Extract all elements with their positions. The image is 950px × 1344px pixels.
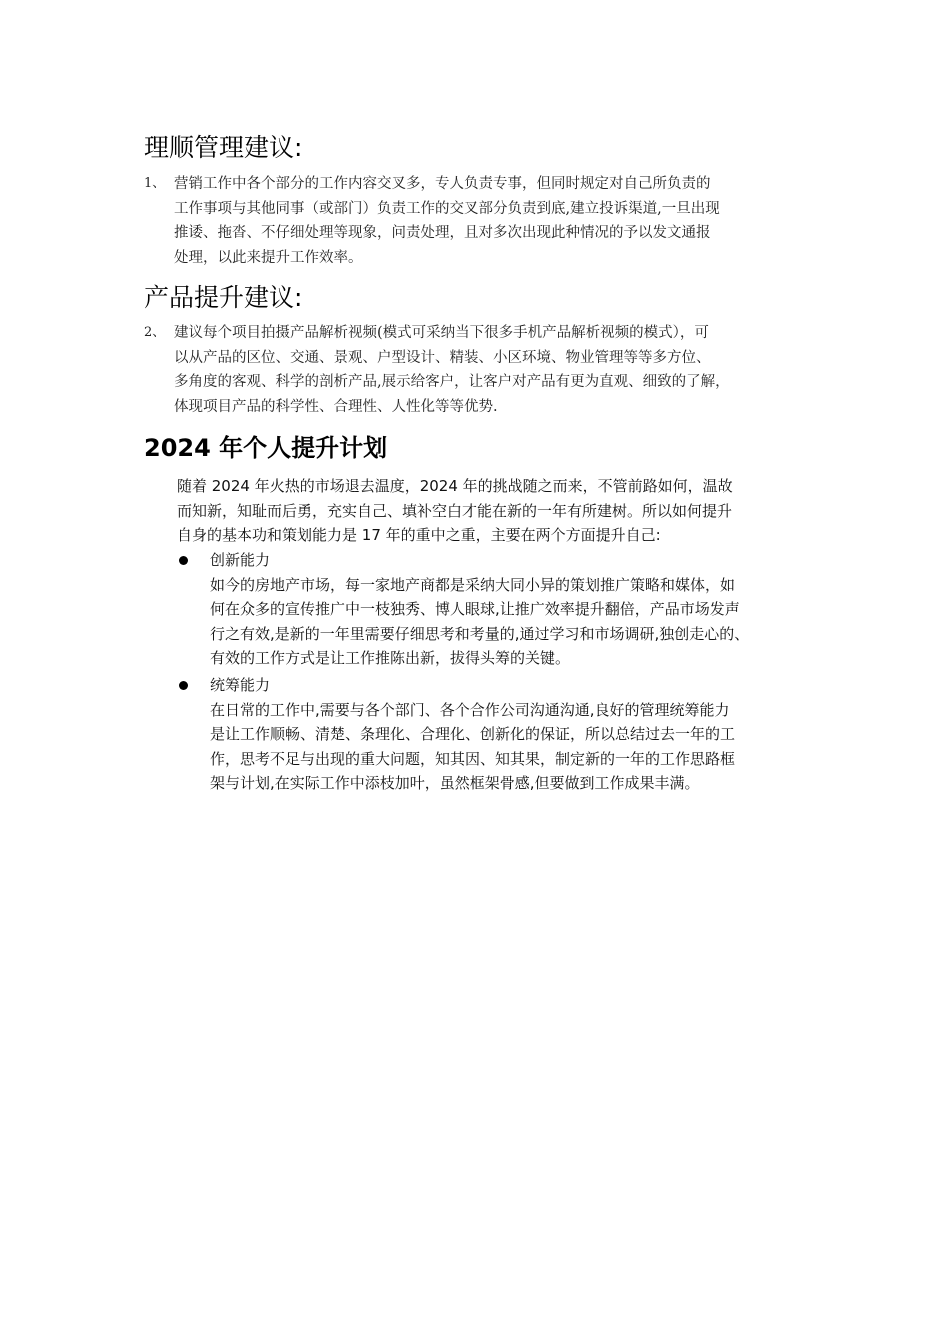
text-line: 处理，以此来提升工作效率。 — [174, 249, 363, 266]
text-line: 自身的基本功和策划能力是 17 年的重中之重，主要在两个方面提升自己: — [177, 526, 661, 544]
text-line: 随着 2024 年火热的市场退去温度，2024 年的挑战随之而来，不管前路如何，温故 — [177, 477, 733, 495]
bullet-coordination — [177, 673, 827, 796]
bullet-dot-icon — [179, 556, 188, 565]
bullet-dot-icon — [179, 681, 188, 690]
text-line: 行之有效,是新的一年里需要仔细思考和考量的,通过学习和市场调研,独创走心的、 — [210, 624, 750, 643]
text-line: 架与计划,在实际工作中添枝加叶，虽然框架骨感,但要做到工作成果丰满。 — [210, 774, 700, 792]
bullet-title: 统筹能力 — [210, 676, 271, 694]
item-number: 2、 — [144, 325, 166, 340]
bullet-title: 创新能力 — [210, 551, 271, 569]
intro-paragraph — [177, 474, 827, 548]
heading-product: 产品提升建议: — [144, 283, 303, 312]
text-line: 多角度的客观、科学的剖析产品,展示给客户，让客户对产品有更为直观、细致的了解， — [174, 374, 730, 390]
numbered-item-2 — [144, 321, 824, 419]
text-line: 何在众多的宣传推广中一枝独秀、博人眼球,让推广效率提升翻倍，产品市场发声 — [210, 600, 740, 618]
text-line: 营销工作中各个部分的工作内容交叉多，专人负责专事，但同时规定对自己所负责的 — [174, 176, 711, 192]
text-line: 有效的工作方式是让工作推陈出新，拔得头筹的关键。 — [210, 649, 571, 667]
bullet-innovation — [177, 548, 827, 671]
text-line: 建议每个项目拍摄产品解析视频(模式可采纳当下很多手机产品解析视频的模式），可 — [174, 325, 709, 341]
heading-management: 理顺管理建议: — [144, 133, 303, 162]
numbered-item-1 — [144, 172, 824, 270]
text-line: 推诿、拖沓、不仔细处理等现象，问责处理，且对多次出现此种情况的予以发文通报 — [174, 225, 711, 241]
text-line: 作，思考不足与出现的重大问题，知其因、知其果，制定新的一年的工作思路框 — [210, 749, 736, 768]
text-line: 是让工作顺畅、清楚、条理化、合理化、创新化的保证，所以总结过去一年的工 — [210, 725, 736, 743]
item-number: 1、 — [144, 176, 166, 191]
text-line: 如今的房地产市场，每一家地产商都是采纳大同小异的策划推广策略和媒体，如 — [210, 575, 736, 594]
text-line: 而知新，知耻而后勇，充实自己、填补空白才能在新的一年有所建树。所以如何提升 — [177, 501, 733, 520]
text-line: 体现项目产品的科学性、合理性、人性化等等优势. — [174, 398, 498, 415]
heading-plan: 2024 年个人提升计划 — [144, 434, 388, 462]
text-line: 在日常的工作中,需要与各个部门、各个合作公司沟通沟通,良好的管理统筹能力 — [210, 700, 730, 719]
text-line: 工作事项与其他同事（或部门）负责工作的交叉部分负责到底,建立投诉渠道,一旦出现 — [174, 200, 720, 217]
text-line: 以从产品的区位、交通、景观、户型设计、精装、小区环境、物业管理等等多方位、 — [174, 349, 711, 366]
